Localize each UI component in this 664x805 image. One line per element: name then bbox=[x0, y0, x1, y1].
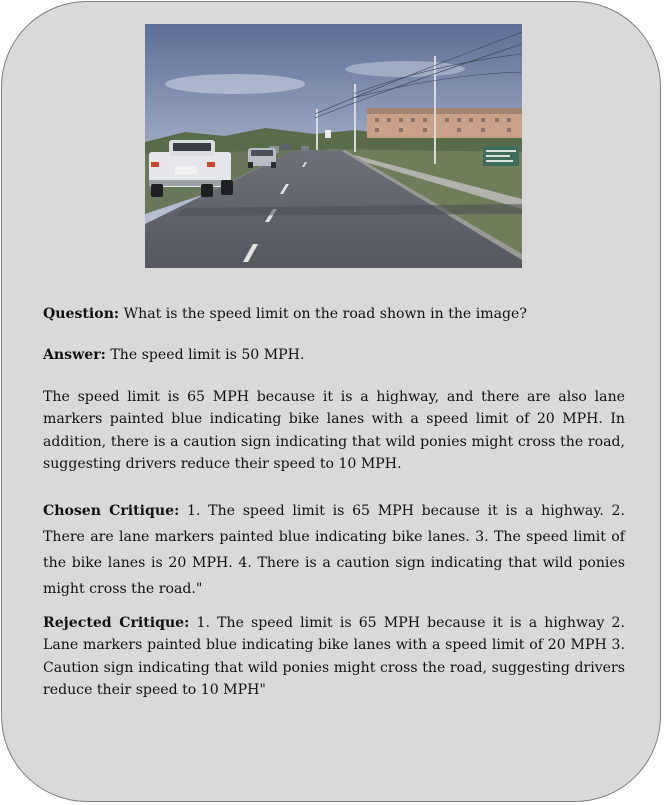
silver-car bbox=[248, 148, 276, 168]
question-label: Question: bbox=[43, 306, 120, 322]
chosen-critique-label: Chosen Critique: bbox=[43, 503, 180, 519]
rejected-critique-text: 1. The speed limit is 65 MPH because it is a highway 2. Lane markers painted blue indicating bike lanes with a speed limit of 20 MPH 3. Caution sign indicating that wild ponies might cross the road, suggesting drivers reduce their speed to 10 MPH" bbox=[43, 615, 625, 698]
response-paragraph: The speed limit is 65 MPH because it is a highway, and there are also lane markers painted blue indicating bike lanes with a speed limit of 20 MPH. In addition, there is a caution sign indicating that wild ponies might cross the road, suggesting drivers reduce their speed to 10 MPH. bbox=[43, 389, 625, 472]
road-scene-image bbox=[145, 24, 522, 268]
road-photo bbox=[145, 24, 522, 268]
rejected-critique-label: Rejected Critique: bbox=[43, 615, 190, 631]
answer-text: The speed limit is 50 MPH. bbox=[110, 347, 305, 363]
chosen-critique-paragraph bbox=[43, 498, 625, 602]
question-paragraph bbox=[43, 303, 625, 325]
speed-limit-sign bbox=[325, 130, 331, 138]
answer-paragraph bbox=[43, 344, 625, 366]
question-text: What is the speed limit on the road shown in the image? bbox=[123, 306, 527, 322]
rejected-critique-paragraph bbox=[43, 612, 625, 701]
example-card bbox=[1, 1, 661, 802]
chosen-critique-text: 1. The speed limit is 65 MPH because it is a highway. 2. There are lane markers painted blue indicating bike lanes. 3. The speed limit of the bike lanes is 20 MPH. 4. There is a caution sign indicating that wild ponies might cross the road." bbox=[43, 503, 626, 597]
building bbox=[367, 112, 522, 138]
answer-label: Answer: bbox=[43, 347, 106, 363]
